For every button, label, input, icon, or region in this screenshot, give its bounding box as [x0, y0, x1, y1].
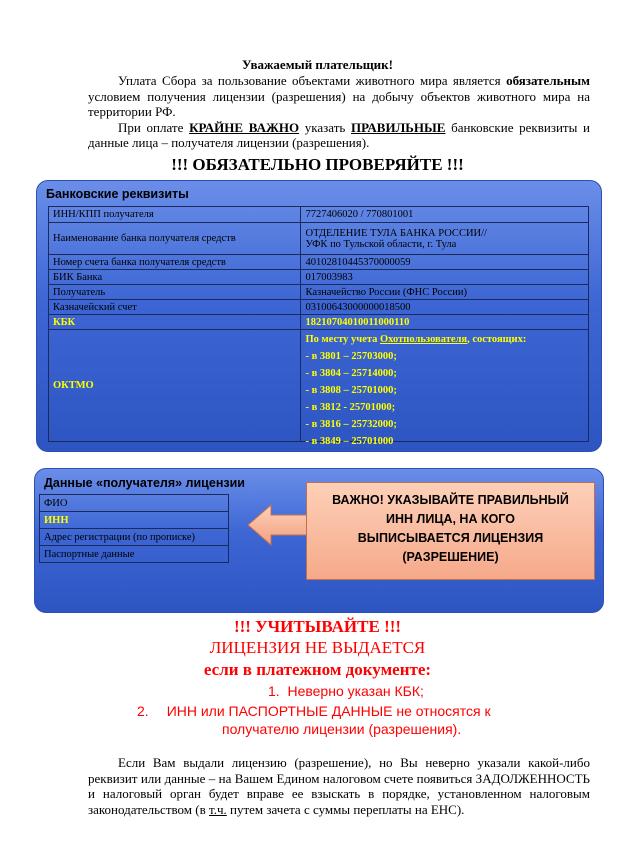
warning-item-2: 2. ИНН или ПАСПОРТНЫЕ ДАННЫЕ не относятся к [137, 703, 491, 719]
row-label: Казначейский счет [49, 300, 301, 315]
warning-item-1: 1. Неверно указан КБК; [268, 683, 424, 699]
inn-label: ИНН [40, 512, 229, 529]
row-value: 40102810445370000059 [301, 255, 589, 270]
warning-line-2: ЛИЦЕНЗИЯ НЕ ВЫДАЕТСЯ [209, 638, 426, 657]
arrow-left-icon [247, 503, 309, 547]
oktmo-value: По месту учета Охотпользователя, состоящих: - в 3801 – 25703000; - в 3804 – 25714000; - в 3808 – 25701000; - в 3812 - 25701000; - в 3816 – 25732000; - в 3849 – 25701000 [301, 330, 589, 442]
row-label: Наименование банка получателя средств [49, 223, 301, 255]
table-row [49, 255, 589, 270]
bank-panel [36, 180, 602, 452]
row-label: Адрес регистрации (по прописке) [40, 529, 229, 546]
table-row [40, 512, 229, 529]
row-label: Получатель [49, 285, 301, 300]
check-heading: !!! ОБЯЗАТЕЛЬНО ПРОВЕРЯЙТЕ !!! [171, 155, 464, 174]
row-label: Паспортные данные [40, 546, 229, 563]
recipient-panel [34, 468, 604, 613]
kbk-label: КБК [49, 315, 301, 330]
table-row [49, 207, 589, 223]
table-row [49, 285, 589, 300]
table-row [49, 270, 589, 285]
row-label: Номер счета банка получателя средств [49, 255, 301, 270]
warning-line-3: если в платежном документе: [203, 660, 432, 679]
recipient-table [39, 494, 229, 563]
table-row [40, 495, 229, 512]
inn-callout: ВАЖНО! УКАЗЫВАЙТЕ ПРАВИЛЬНЫЙ ИНН ЛИЦА, НА КОГО ВЫПИСЫВАЕТСЯ ЛИЦЕНЗИЯ (РАЗРЕШЕНИЕ) [306, 482, 595, 580]
list-item: - в 3849 – 25701000 [305, 436, 394, 447]
footer-paragraph: Если Вам выдали лицензию (разрешение), но Вы неверно указали какой-либо реквизит или данные – на Вашем Едином налоговом счете появиться ЗАДОЛЖЕННОСТЬ и налоговый орган будет вправе ее взыскать в порядке, установленном налоговым законодательством (в т.ч. путем зачета с суммы переплаты на ЕНС). [88, 755, 590, 817]
list-item: - в 3801 – 25703000; [305, 351, 397, 362]
table-row [49, 315, 589, 330]
row-label: ИНН/КПП получателя [49, 207, 301, 223]
table-row [49, 330, 589, 442]
list-item: - в 3816 – 25732000; [305, 419, 397, 430]
row-value: 7727406020 / 770801001 [301, 207, 589, 223]
warning-line-1: !!! УЧИТЫВАЙТЕ !!! [233, 617, 402, 636]
table-row [49, 223, 589, 255]
oktmo-label: ОКТМО [49, 330, 301, 442]
table-row [49, 300, 589, 315]
recipient-panel-title: Данные «получателя» лицензии [44, 476, 245, 490]
greeting: Уважаемый плательщик! [242, 57, 393, 72]
intro-paragraph: Уплата Сбора за пользование объектами животного мира является обязательным условием получения лицензии (разрешения) на добычу объектов животного мира на территории РФ. При оплате КРАЙНЕ ВАЖНО указать ПРАВИЛЬНЫЕ банковские реквизиты и данные лица – получателя лицензии (разрешения). [88, 73, 590, 150]
row-value: Казначейство России (ФНС России) [301, 285, 589, 300]
table-row [40, 546, 229, 563]
bank-panel-title: Банковские реквизиты [46, 187, 189, 201]
row-value: 03100643000000018500 [301, 300, 589, 315]
list-item: - в 3812 - 25701000; [305, 402, 396, 413]
warning-item-2-cont: получателю лицензии (разрешения). [222, 721, 462, 737]
row-value: ОТДЕЛЕНИЕ ТУЛА БАНКА РОССИИ// УФК по Тульской области, г. Тула [301, 223, 589, 255]
row-value: 017003983 [301, 270, 589, 285]
list-item: - в 3804 – 25714000; [305, 368, 397, 379]
row-label: ФИО [40, 495, 229, 512]
bank-requisites-table [48, 206, 589, 447]
row-label: БИК Банка [49, 270, 301, 285]
list-item: - в 3808 – 25701000; [305, 385, 397, 396]
table-row [40, 529, 229, 546]
kbk-value: 18210704010011000110 [301, 315, 589, 330]
